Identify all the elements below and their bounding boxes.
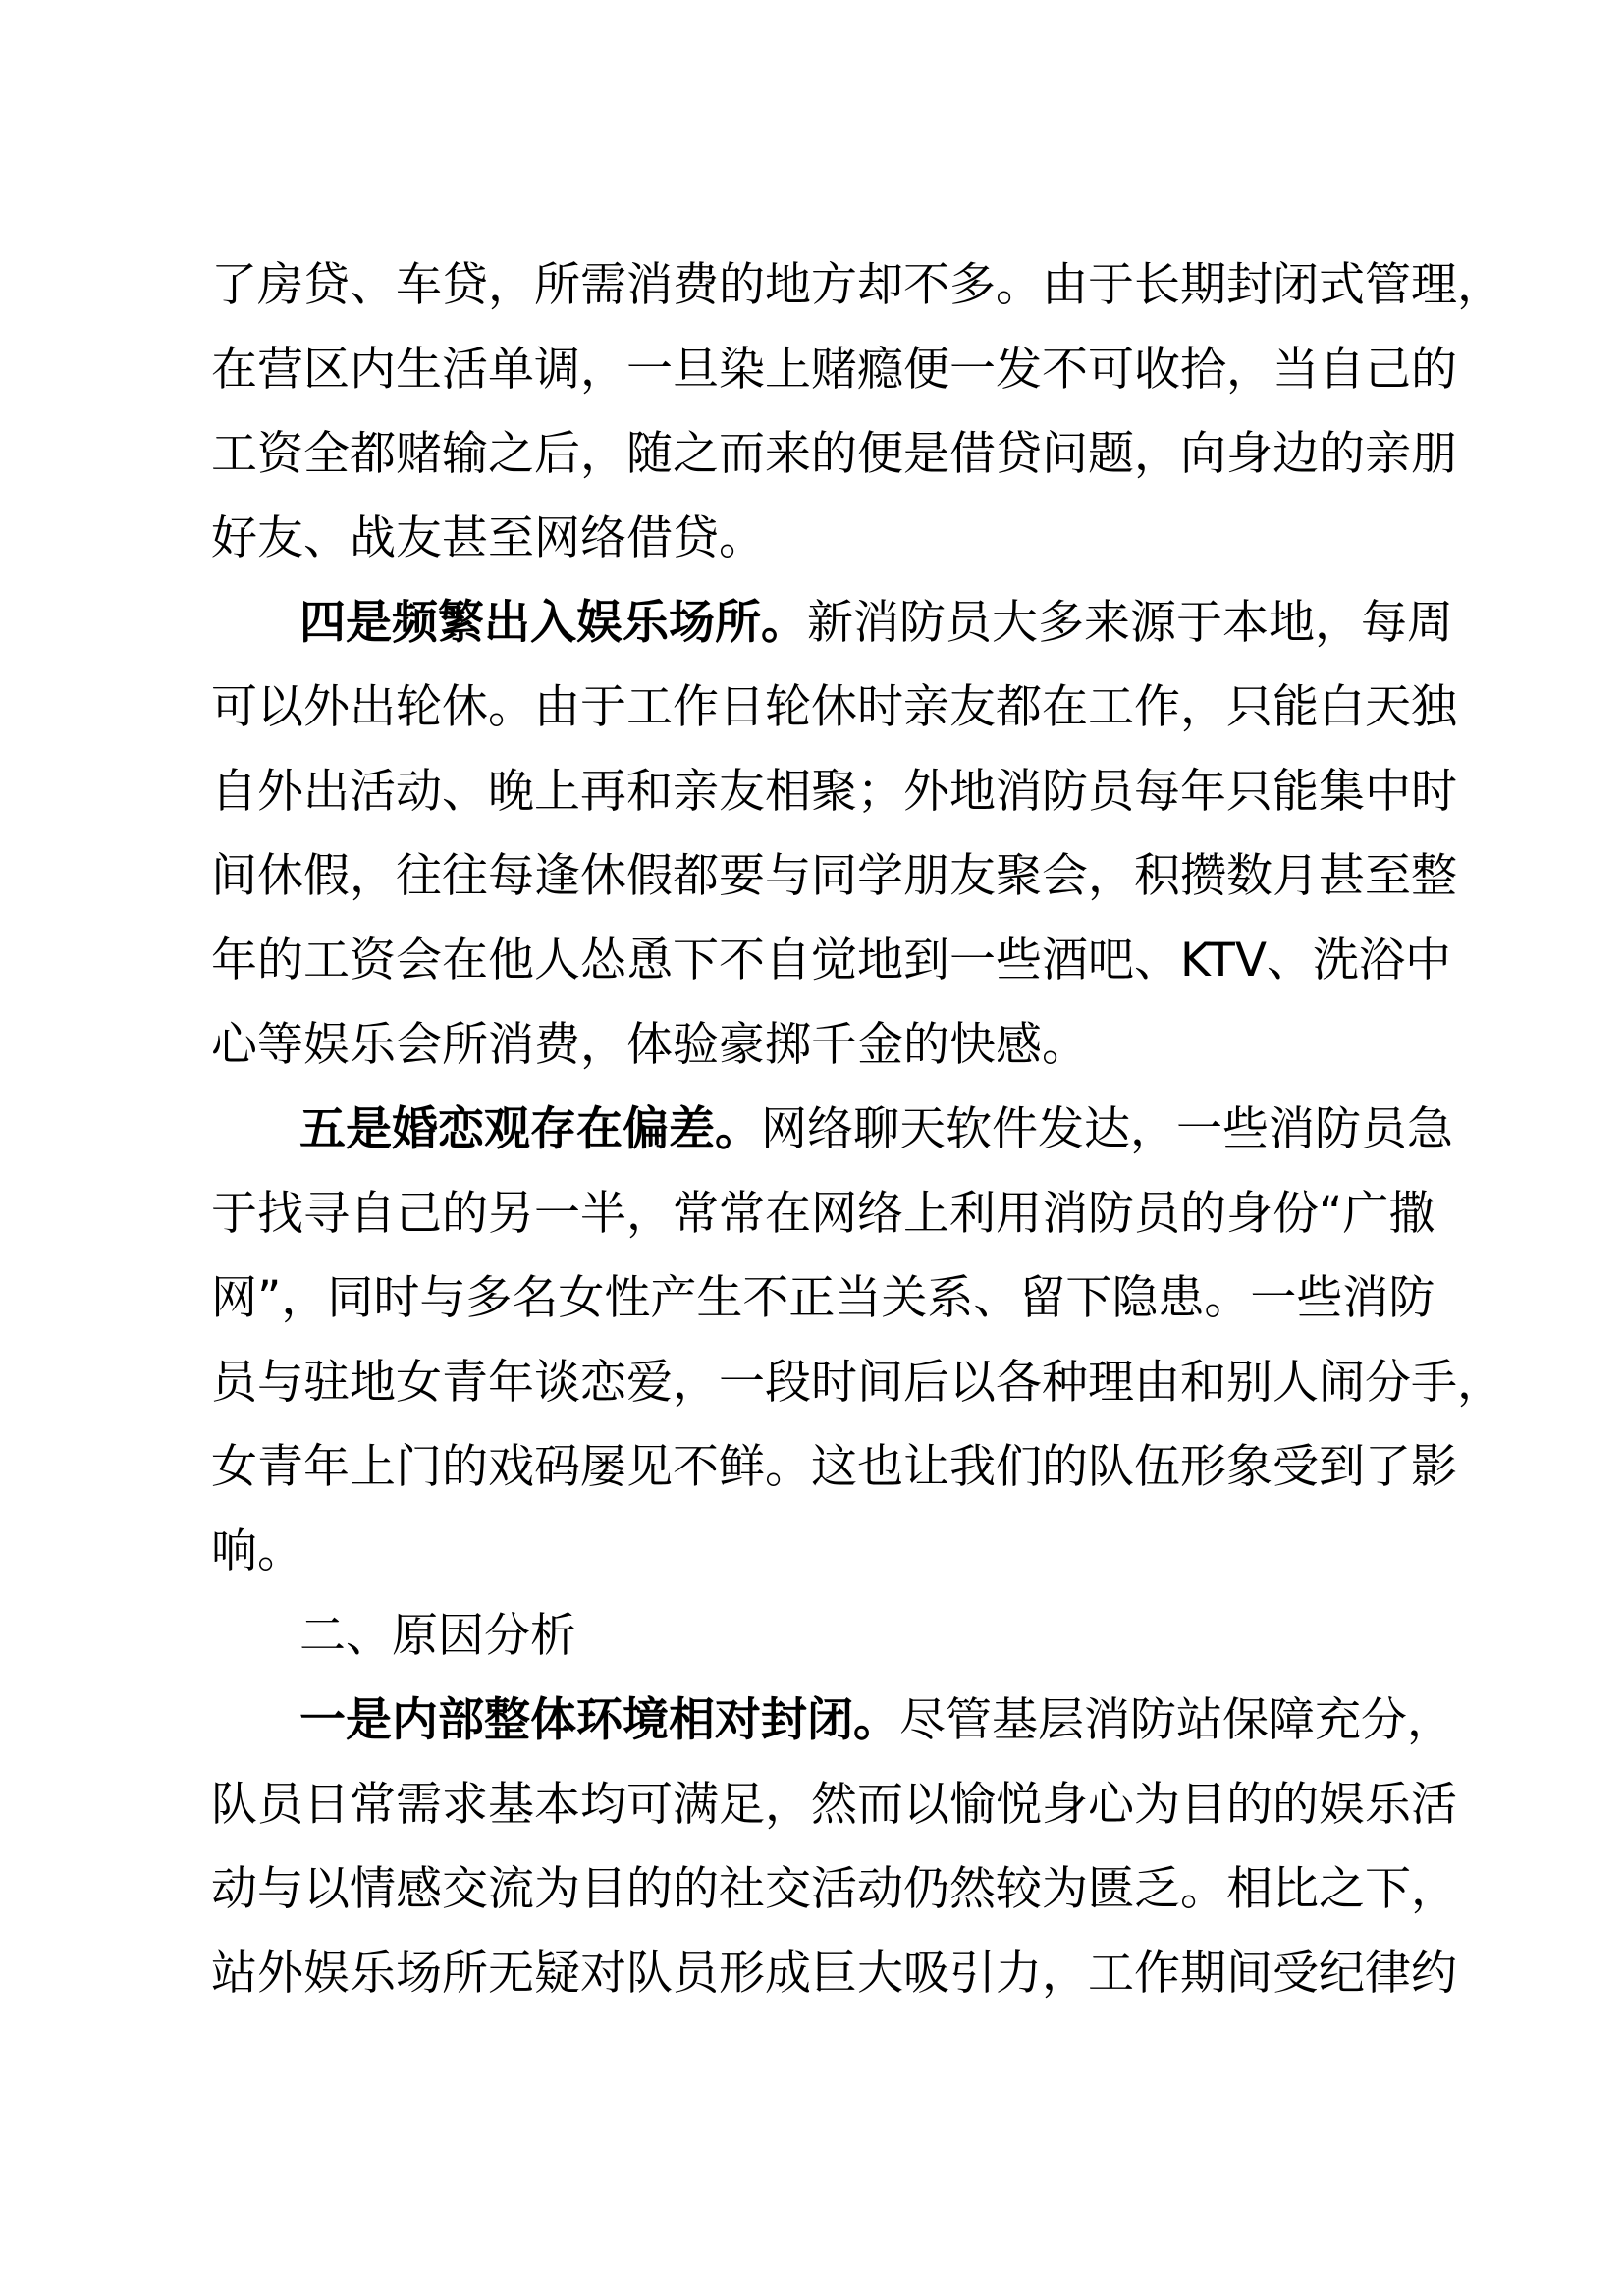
body-text: 新消防员大多来源于本地，每周 xyxy=(807,596,1453,650)
section-heading: 二、原因分析 xyxy=(299,1609,576,1663)
body-line: 在营区内生活单调，一旦染上赌瘾便一发不可收拾，当自己的 xyxy=(211,343,1457,397)
body-line: 网”，同时与多名女性产生不正当关系、留下隐患。一些消防 xyxy=(211,1271,1435,1325)
body-line: 了房贷、车贷，所需消费的地方却不多。由于长期封闭式管理， xyxy=(211,258,1503,312)
paragraph-heading: 五是婚恋观存在偏差。 xyxy=(299,1102,761,1156)
body-line: 间休假，往往每逢休假都要与同学朋友聚会，积攒数月甚至整 xyxy=(211,849,1457,903)
body-line: 队员日常需求基本均可满足，然而以愉悦身心为目的的娱乐活 xyxy=(211,1778,1457,1832)
paragraph-heading: 四是频繁出入娱乐场所。 xyxy=(299,596,807,650)
body-line: 响。 xyxy=(211,1524,303,1578)
paragraph-heading: 一是内部整体环境相对封闭。 xyxy=(299,1693,899,1747)
body-line: 心等娱乐会所消费，体验豪掷千金的快感。 xyxy=(211,1018,1088,1072)
body-line: 于找寻自己的另一半，常常在网络上利用消防员的身份“广撒 xyxy=(211,1187,1435,1241)
body-text: 网络聊天软件发达，一些消防员急 xyxy=(761,1102,1453,1156)
body-line: 可以外出轮休。由于工作日轮休时亲友都在工作，只能白天独 xyxy=(211,680,1457,734)
body-line: 女青年上门的戏码屡见不鲜。这也让我们的队伍形象受到了影 xyxy=(211,1440,1457,1494)
body-line: 自外出活动、晚上再和亲友相聚；外地消防员每年只能集中时 xyxy=(211,765,1457,819)
body-line: 好友、战友甚至网络借贷。 xyxy=(211,511,765,565)
body-line: 动与以情感交流为目的的社交活动仍然较为匮乏。相比之下， xyxy=(211,1862,1457,1916)
body-line: 员与驻地女青年谈恋爱，一段时间后以各种理由和别人闹分手， xyxy=(211,1356,1503,1410)
paragraph-first-line xyxy=(299,580,1453,667)
body-line: 工资全都赌输之后，随之而来的便是借贷问题，向身边的亲朋 xyxy=(211,427,1457,481)
body-line: 年的工资会在他人怂恿下不自觉地到一些酒吧、KTV、洗浴中 xyxy=(211,934,1452,988)
paragraph-first-line xyxy=(299,1678,1453,1764)
body-line: 站外娱乐场所无疑对队员形成巨大吸引力，工作期间受纪律约 xyxy=(211,1947,1457,2001)
body-text: 尽管基层消防站保障充分， xyxy=(899,1693,1453,1747)
paragraph-first-line xyxy=(299,1087,1453,1173)
